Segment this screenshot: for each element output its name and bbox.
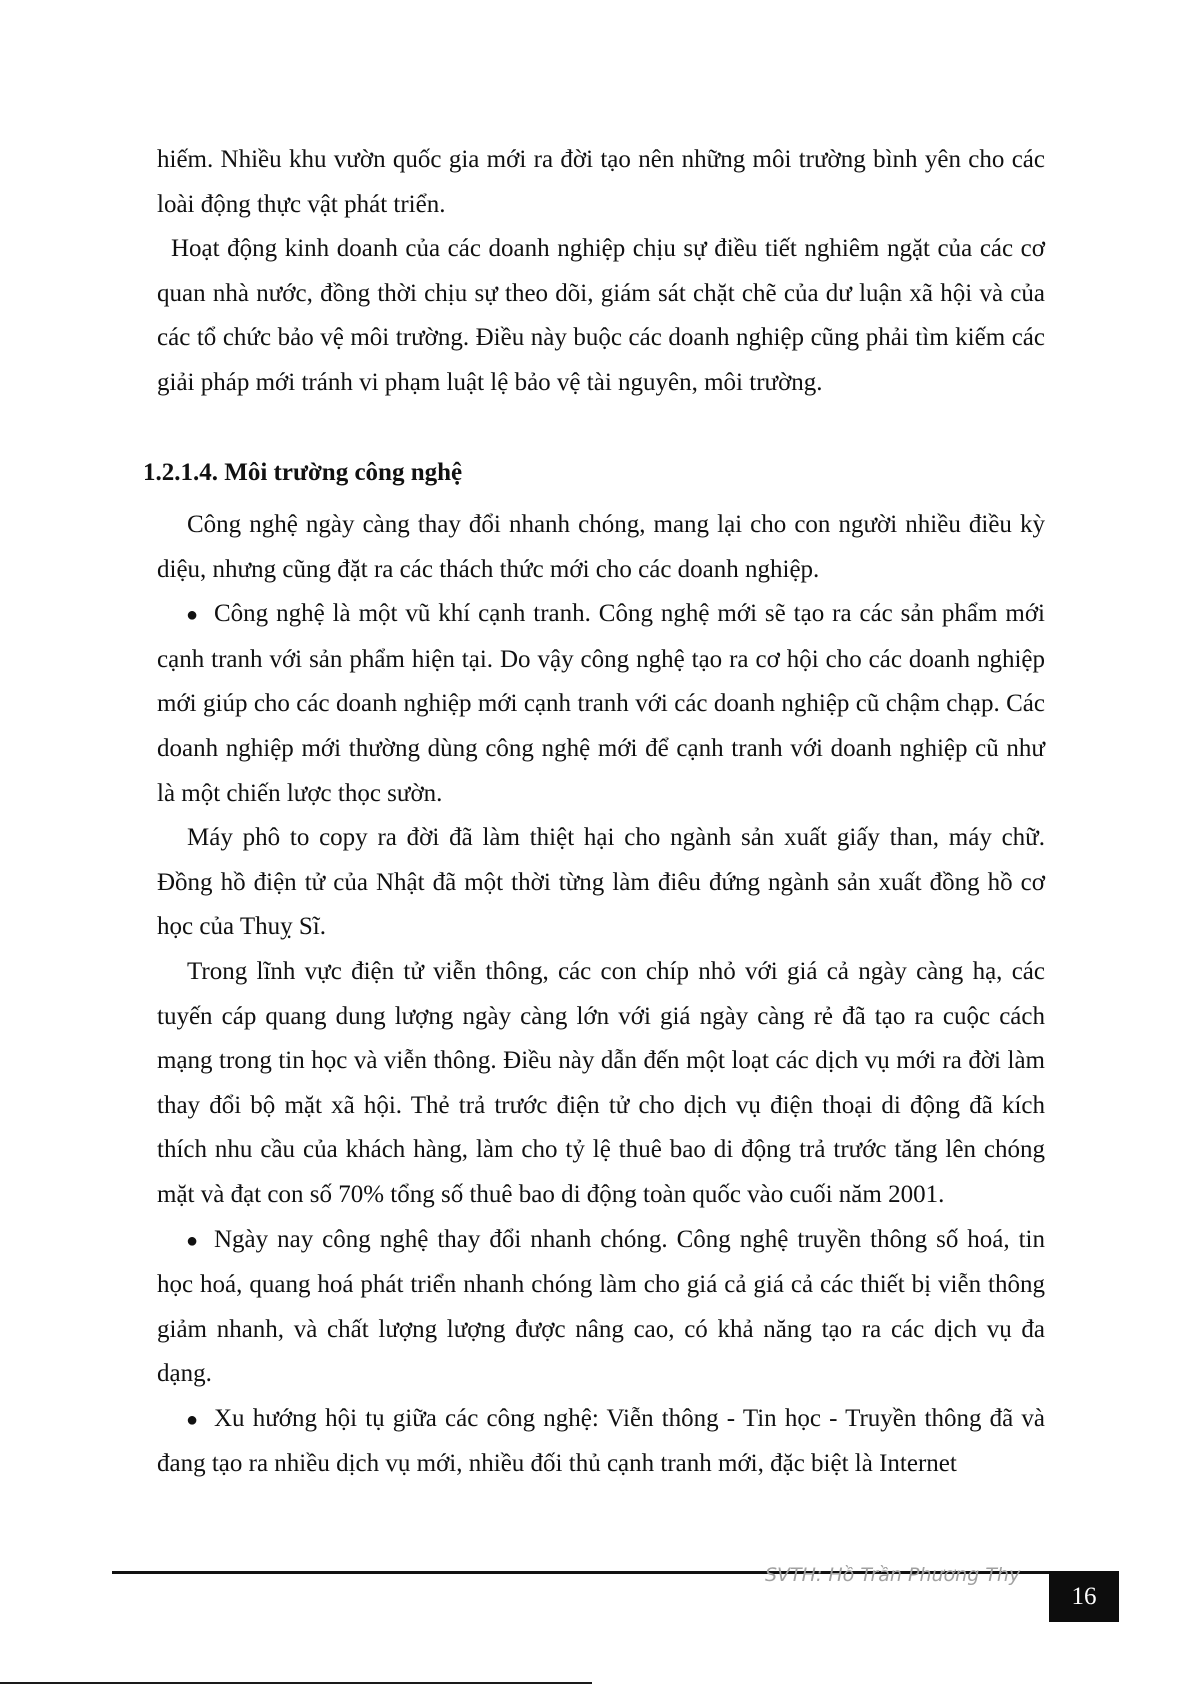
page-number-text: 16 [1071, 1582, 1097, 1610]
bullet-item-competitive-weapon [157, 592, 1045, 816]
paragraph-telecom: Trong lĩnh vực điện tử viễn thông, các con chíp nhỏ với giá cả ngày càng hạ, các tuyến cáp quang dung lượng ngày càng lớn với giá ngày càng rẻ đã tạo ra cuộc cách mạng trong tin học và viễn thông. Điều này dẫn đến một loạt các dịch vụ mới ra đời làm thay đổi bộ mặt xã hội. Thẻ trả trước điện tử cho dịch vụ điện thoại di động đã kích thích nhu cầu của khách hàng, làm cho tỷ lệ thuê bao di động trả trước tăng lên chóng mặt và đạt con số 70% tổng số thuê bao di động toàn quốc vào cuối năm 2001. [157, 957, 1045, 1208]
bullet-icon: ● [186, 1408, 199, 1431]
paragraph-copy-machine: Máy phô to copy ra đời đã làm thiệt hại cho ngành sản xuất giấy than, máy chữ. Đồng hồ điện tử của Nhật đã một thời từng làm điêu đứng ngành sản xuất đồng hồ cơ học của Thuỵ Sĩ. [157, 824, 1045, 941]
footer-author: SVTH: Hồ Trần Phương Thy [765, 1564, 1021, 1586]
paragraph-technology-intro: Công nghệ ngày càng thay đổi nhanh chóng, mang lại cho con người nhiều điều kỳ diệu, nhưng cũng đặt ra các thách thức mới cho các doanh nghiệp. [157, 511, 1045, 583]
bullet-text: Xu hướng hội tụ giữa các công nghệ: Viễn thông - Tin học - Truyền thông đã và đang tạo ra nhiều dịch vụ mới, nhiều đối thủ cạnh tranh mới, đặc biệt là Internet [157, 1404, 1045, 1478]
paragraph-continued: hiếm. Nhiều khu vườn quốc gia mới ra đời tạo nên những môi trường bình yên cho các loài động thực vật phát triển. [157, 146, 1045, 218]
bottom-divider [0, 1682, 592, 1684]
paragraph-business-regulation: Hoạt động kinh doanh của các doanh nghiệp chịu sự điều tiết nghiêm ngặt của các cơ quan nhà nước, đồng thời chịu sự theo dõi, giám sát chặt chẽ của dư luận xã hội và của các tổ chức bảo vệ môi trường. Điều này buộc các doanh nghiệp cũng phải tìm kiếm các giải pháp mới tránh vi phạm luật lệ bảo vệ tài nguyên, môi trường. [157, 235, 1045, 396]
section-heading-technology: 1.2.1.4. Môi trường công nghệ [143, 459, 463, 486]
page-number [1049, 1571, 1119, 1622]
bullet-text: Công nghệ là một vũ khí cạnh tranh. Công nghệ mới sẽ tạo ra các sản phẩm mới cạnh tranh với sản phẩm hiện tại. Do vậy công nghệ tạo ra cơ hội cho các doanh nghiệp mới giúp cho các doanh nghiệp mới cạnh tranh với các doanh nghiệp cũ chậm chạp. Các doanh nghiệp mới thường dùng công nghệ mới để cạnh tranh với doanh nghiệp cũ như là một chiến lược thọc sườn. [157, 600, 1045, 807]
bullet-icon: ● [186, 1229, 199, 1252]
bullet-item-fast-change [157, 1218, 1045, 1397]
bullet-item-convergence [157, 1397, 1045, 1487]
section-environment-text [157, 138, 1045, 406]
bullet-icon: ● [186, 604, 199, 627]
section-technology-text [157, 503, 1045, 1487]
bullet-text: Ngày nay công nghệ thay đổi nhanh chóng. Công nghệ truyền thông số hoá, tin học hoá, quang hoá phát triển nhanh chóng làm cho giá cả giá cả các thiết bị viễn thông giảm nhanh, và chất lượng lượng được nâng cao, có khả năng tạo ra các dịch vụ đa dạng. [157, 1225, 1045, 1388]
